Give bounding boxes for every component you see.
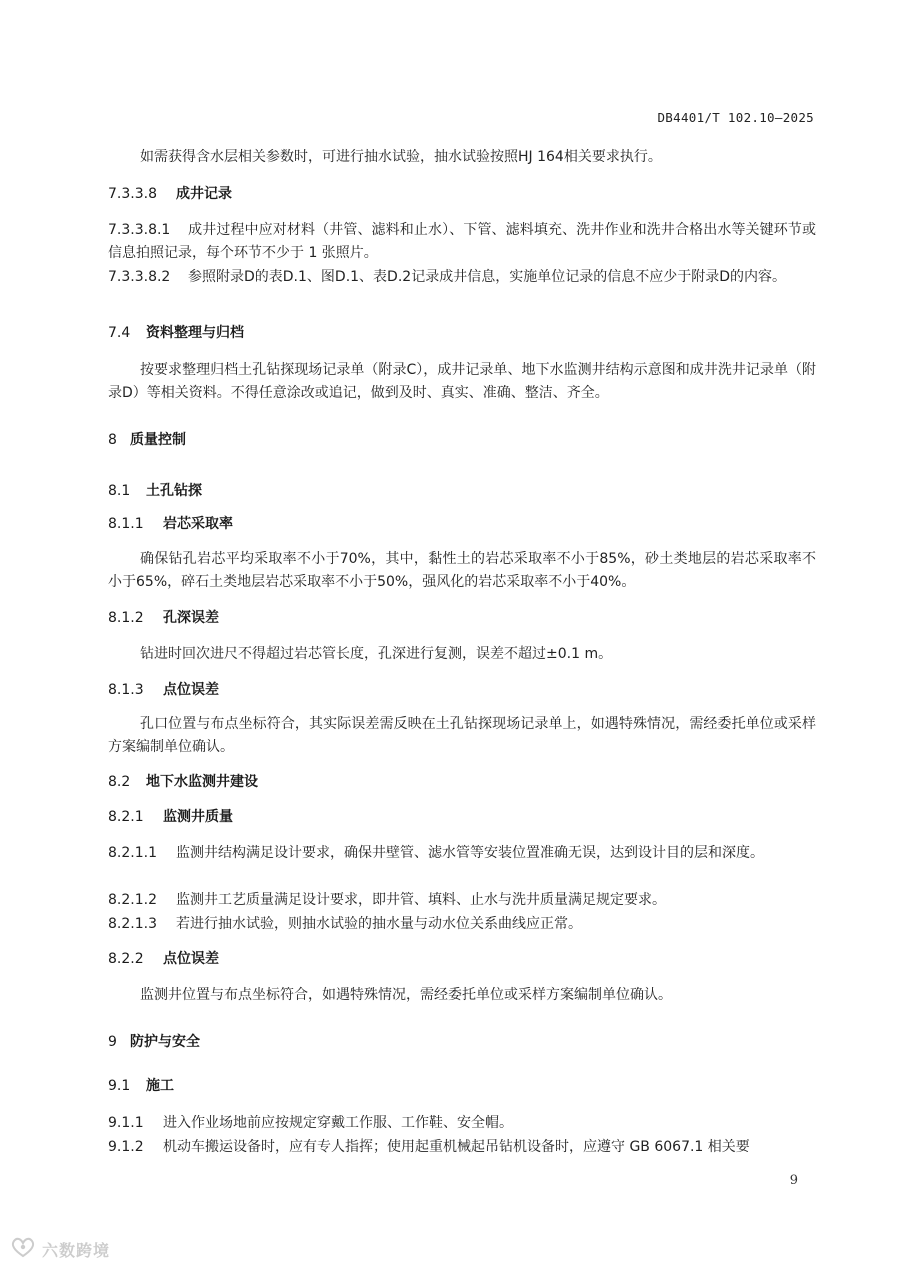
- heading-8-2-1: [108, 806, 233, 829]
- section-number: 8.1: [108, 483, 131, 499]
- clause-9-1-2: [108, 1136, 816, 1159]
- paragraph-hole-depth: 钻进时回次进尺不得超过岩芯管长度，孔深进行复测，误差不超过±0.1 m。: [140, 646, 613, 662]
- clause-number: 9.1.2: [108, 1139, 144, 1155]
- clause-text: 若进行抽水试验，则抽水试验的抽水量与动水位关系曲线应正常。: [176, 916, 582, 932]
- section-title: 土孔钻探: [146, 483, 202, 499]
- heading-7-3-3-8: [108, 183, 232, 206]
- clause-9-1-1: [108, 1112, 816, 1135]
- heading-8-2: [108, 771, 258, 794]
- brand-logo-icon: [10, 1236, 36, 1262]
- heading-8-2-2: [108, 948, 219, 971]
- section-number: 8.1.1: [108, 516, 144, 532]
- heading-8: [108, 429, 186, 452]
- clause-7-3-3-8-2: [108, 266, 816, 289]
- paragraph-point-position: 孔口位置与布点坐标符合，其实际误差需反映在土孔钻探现场记录单上，如遇特殊情况，需经委托单位或采样方案编制单位确认。: [108, 716, 816, 755]
- clause-number: 8.2.1.1: [108, 845, 157, 861]
- clause-7-3-3-8-1: [108, 219, 816, 265]
- clause-8-2-1-2: [108, 889, 816, 912]
- section-number: 8: [108, 432, 117, 448]
- section-title: 质量控制: [130, 432, 186, 448]
- paragraph-pump-test: 如需获得含水层相关参数时，可进行抽水试验，抽水试验按照HJ 164相关要求执行。: [140, 149, 662, 165]
- section-title: 监测井质量: [163, 809, 233, 825]
- clause-text: 监测井工艺质量满足设计要求，即井管、填料、止水与洗井质量满足规定要求。: [176, 892, 666, 908]
- clause-text: 进入作业场地前应按规定穿戴工作服、工作鞋、安全帽。: [163, 1115, 513, 1131]
- heading-7-4: [108, 322, 244, 345]
- section-title: 岩芯采取率: [163, 516, 233, 532]
- heading-9: [108, 1031, 200, 1054]
- heading-8-1: [108, 480, 202, 503]
- clause-text: 机动车搬运设备时，应有专人指挥；使用起重机械起吊钻机设备时，应遵守 GB 6067.1 相关要: [163, 1139, 750, 1155]
- section-number: 7.3.3.8: [108, 186, 157, 202]
- heading-9-1: [108, 1075, 174, 1098]
- page-number: 9: [789, 1173, 798, 1188]
- section-title: 成井记录: [176, 186, 232, 202]
- watermark-text: 六数跨境: [42, 1240, 111, 1260]
- section-title: 地下水监测井建设: [146, 774, 258, 790]
- section-number: 8.2.2: [108, 951, 144, 967]
- heading-8-1-1: [108, 513, 233, 536]
- paragraph-well-position: 监测井位置与布点坐标符合，如遇特殊情况，需经委托单位或采样方案编制单位确认。: [140, 987, 672, 1003]
- section-number: 9: [108, 1034, 117, 1050]
- paragraph-core-rate: 确保钻孔岩芯平均采取率不小于70%，其中，黏性土的岩芯采取率不小于85%，砂土类地层的岩芯采取率不小于65%，碎石土类地层岩芯采取率不小于50%，强风化的岩芯采取率不小于40%。: [108, 551, 816, 590]
- section-title: 资料整理与归档: [146, 325, 244, 341]
- watermark: [10, 1237, 110, 1261]
- section-title: 点位误差: [163, 951, 219, 967]
- section-number: 8.2.1: [108, 809, 144, 825]
- clause-number: 8.2.1.3: [108, 916, 157, 932]
- section-title: 点位误差: [163, 682, 219, 698]
- clause-number: 7.3.3.8.1: [108, 222, 171, 238]
- clause-text: 参照附录D的表D.1、图D.1、表D.2记录成井信息，实施单位记录的信息不应少于附录D的内容。: [188, 269, 786, 285]
- section-title: 孔深误差: [163, 610, 219, 626]
- clause-text: 成井过程中应对材料（井管、滤料和止水）、下管、滤料填充、洗井作业和洗井合格出水等关键环节或信息拍照记录，每个环节不少于 1 张照片。: [108, 222, 816, 261]
- heading-8-1-3: [108, 679, 219, 702]
- clause-number: 8.2.1.2: [108, 892, 157, 908]
- section-number: 9.1: [108, 1078, 131, 1094]
- section-number: 7.4: [108, 325, 131, 341]
- standard-code: DB4401/T 102.10—2025: [657, 110, 814, 125]
- section-number: 8.2: [108, 774, 131, 790]
- section-number: 8.1.3: [108, 682, 144, 698]
- section-number: 8.1.2: [108, 610, 144, 626]
- section-title: 防护与安全: [130, 1034, 200, 1050]
- paragraph-archive: 按要求整理归档土孔钻探现场记录单（附录C），成井记录单、地下水监测井结构示意图和成井洗井记录单（附录D）等相关资料。不得任意涂改或追记，做到及时、真实、准确、整洁、齐全。: [108, 362, 816, 401]
- clause-text: 监测井结构满足设计要求，确保井壁管、滤水管等安装位置准确无误，达到设计目的层和深度。: [176, 845, 764, 861]
- clause-number: 9.1.1: [108, 1115, 144, 1131]
- clause-8-2-1-1: [108, 842, 816, 865]
- section-title: 施工: [146, 1078, 174, 1094]
- clause-number: 7.3.3.8.2: [108, 269, 171, 285]
- heading-8-1-2: [108, 607, 219, 630]
- clause-8-2-1-3: [108, 913, 816, 936]
